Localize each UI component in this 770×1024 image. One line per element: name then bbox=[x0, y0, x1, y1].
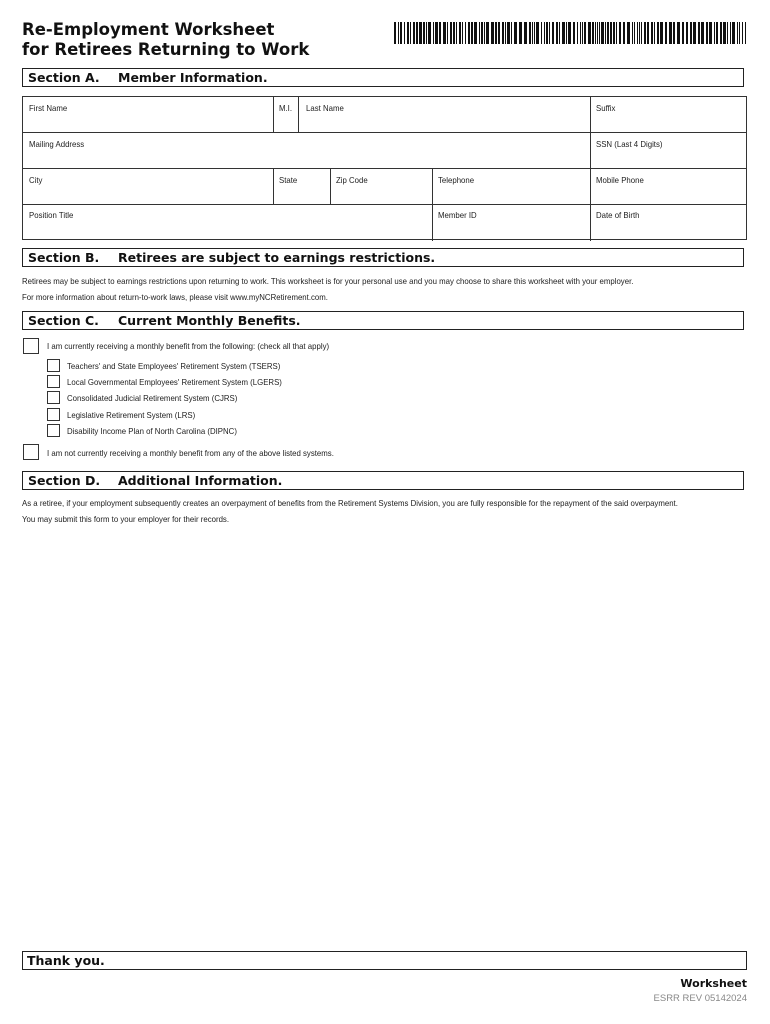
zip-code-field[interactable]: Zip Code bbox=[336, 175, 368, 185]
section-a-header bbox=[22, 68, 744, 87]
lgers-checkbox[interactable] bbox=[47, 375, 60, 388]
section-a-title: Member Information. bbox=[118, 70, 268, 85]
revision-code: ESRR REV 05142024 bbox=[653, 993, 747, 1004]
middle-initial-field[interactable]: M.I. bbox=[279, 103, 293, 113]
member-info-grid bbox=[22, 96, 747, 240]
member-id-field[interactable]: Member ID bbox=[438, 210, 477, 220]
return-to-work-info-text: For more information about return-to-work laws, please visit www.myNCRetirement.com. bbox=[22, 292, 328, 302]
section-b-header bbox=[22, 248, 744, 267]
grid-divider bbox=[273, 168, 274, 204]
date-of-birth-field[interactable]: Date of Birth bbox=[596, 210, 640, 220]
thank-you-bar: Thank you. bbox=[22, 951, 747, 970]
grid-divider bbox=[432, 168, 433, 204]
position-title-field[interactable]: Position Title bbox=[29, 210, 74, 220]
earnings-restriction-text: Retirees may be subject to earnings restrictions upon returning to work. This worksheet is for your personal use and you may choose to share this worksheet with your employer. bbox=[22, 276, 634, 286]
state-field[interactable]: State bbox=[279, 175, 298, 185]
city-field[interactable]: City bbox=[29, 175, 43, 185]
mobile-phone-field[interactable]: Mobile Phone bbox=[596, 175, 644, 185]
section-c-label: Section C. bbox=[28, 313, 99, 328]
lrs-label: Legislative Retirement System (LRS) bbox=[67, 410, 196, 420]
title-line-2: for Retirees Returning to Work bbox=[22, 40, 310, 59]
cjrs-checkbox[interactable] bbox=[47, 391, 60, 404]
section-c-header bbox=[22, 311, 744, 330]
section-b-title: Retirees are subject to earnings restrictions. bbox=[118, 250, 436, 265]
title-line-1: Re-Employment Worksheet bbox=[22, 20, 275, 39]
lgers-label: Local Governmental Employees' Retirement System (LGERS) bbox=[67, 377, 282, 387]
grid-divider bbox=[23, 168, 746, 169]
submit-form-text: You may submit this form to your employer for their records. bbox=[22, 514, 230, 524]
lrs-checkbox[interactable] bbox=[47, 408, 60, 421]
last-name-field[interactable]: Last Name bbox=[306, 103, 344, 113]
page-title bbox=[22, 20, 309, 60]
not-receiving-label: I am not currently receiving a monthly benefit from any of the above listed systems. bbox=[47, 448, 334, 458]
worksheet-label: Worksheet bbox=[680, 977, 747, 990]
tsers-checkbox[interactable] bbox=[47, 359, 60, 372]
section-d-label: Section D. bbox=[28, 473, 101, 488]
tsers-label: Teachers' and State Employees' Retirement System (TSERS) bbox=[67, 361, 281, 371]
grid-divider bbox=[432, 204, 433, 241]
ssn-field[interactable]: SSN (Last 4 Digits) bbox=[596, 139, 663, 149]
overpayment-text: As a retiree, if your employment subsequently creates an overpayment of benefits from the Retirement Systems Division, you are fully responsible for the repayment of the said overpayment. bbox=[22, 498, 678, 508]
currently-receiving-checkbox[interactable] bbox=[23, 338, 39, 354]
dipnc-label: Disability Income Plan of North Carolina (DIPNC) bbox=[67, 426, 237, 436]
section-c-title: Current Monthly Benefits. bbox=[118, 313, 301, 328]
dipnc-checkbox[interactable] bbox=[47, 424, 60, 437]
grid-divider bbox=[298, 97, 299, 132]
grid-divider bbox=[330, 168, 331, 204]
grid-divider bbox=[590, 168, 591, 204]
section-d-header bbox=[22, 471, 744, 490]
currently-receiving-label: I am currently receiving a monthly benefit from the following: (check all that apply) bbox=[47, 341, 330, 351]
grid-divider bbox=[590, 97, 591, 132]
suffix-field[interactable]: Suffix bbox=[596, 103, 616, 113]
grid-divider bbox=[23, 204, 746, 205]
grid-divider bbox=[273, 97, 274, 132]
first-name-field[interactable]: First Name bbox=[29, 103, 68, 113]
mailing-address-field[interactable]: Mailing Address bbox=[29, 139, 85, 149]
section-d-title: Additional Information. bbox=[118, 473, 283, 488]
section-b-label: Section B. bbox=[28, 250, 100, 265]
barcode-icon bbox=[394, 22, 746, 44]
grid-divider bbox=[590, 132, 591, 168]
telephone-field[interactable]: Telephone bbox=[438, 175, 475, 185]
section-a-label: Section A. bbox=[28, 70, 100, 85]
not-receiving-checkbox[interactable] bbox=[23, 444, 39, 460]
grid-divider bbox=[590, 204, 591, 241]
grid-divider bbox=[23, 132, 746, 133]
cjrs-label: Consolidated Judicial Retirement System (CJRS) bbox=[67, 393, 238, 403]
